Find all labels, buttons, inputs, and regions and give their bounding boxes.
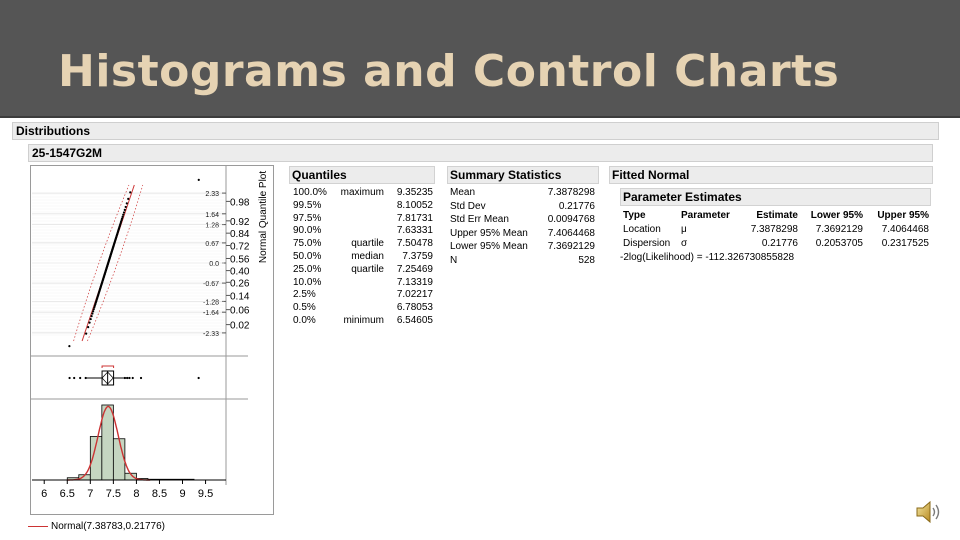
param-cell: 0.2053705	[815, 237, 863, 249]
quantile-point	[85, 333, 87, 335]
param-cell: Location	[623, 224, 661, 235]
param-column-header: Parameter	[681, 210, 730, 221]
quantile-value: 7.63331	[396, 225, 433, 237]
quantile-value: 7.02217	[396, 289, 433, 301]
quantile-label: minimum	[343, 315, 384, 326]
quantile-value: 7.81731	[396, 212, 433, 224]
parameter-estimates-header[interactable]: Parameter Estimates	[620, 188, 931, 206]
summary-stat-label: Upper 95% Mean	[450, 227, 528, 239]
quantile-percent: 25.0%	[293, 263, 322, 275]
quantile-percent: 75.0%	[293, 238, 322, 250]
slide-title-bar	[0, 0, 960, 118]
param-cell: Dispersion	[623, 237, 671, 249]
param-column-header: Type	[623, 210, 646, 221]
box-outlier-point	[132, 377, 134, 379]
box-shortest-half-bracket	[102, 366, 114, 368]
quantile-percent: 50.0%	[293, 251, 322, 262]
x-tick-label: 6	[41, 488, 48, 500]
quantile-percent: 100.0%	[293, 187, 327, 198]
box-outlier-point	[79, 377, 81, 379]
quantile-point	[123, 211, 125, 213]
probability-tick-label: 0.40	[230, 266, 250, 278]
summary-stat-value: 7.3878298	[547, 187, 595, 198]
quantile-point	[198, 179, 200, 181]
fit-legend	[28, 521, 165, 532]
probability-tick-label: 0.06	[230, 305, 250, 317]
loglikelihood-text: -2log(Likelihood) = -112.326730855828	[620, 252, 795, 263]
param-cell: 0.21776	[761, 237, 798, 249]
z-tick-label: -1.28	[203, 299, 219, 307]
box-outlier-point	[68, 377, 70, 379]
probability-tick-label: 0.84	[230, 229, 250, 241]
probability-tick-label: 0.98	[230, 197, 250, 209]
param-cell: 0.2317525	[881, 237, 929, 249]
fitted-normal-header[interactable]: Fitted Normal	[609, 166, 933, 184]
param-column-header: Estimate	[756, 210, 798, 221]
slide-title: Histograms and Control Charts	[58, 46, 840, 97]
probability-tick-label: 0.92	[230, 216, 250, 228]
param-cell: 7.3878298	[750, 224, 798, 235]
probability-tick-label: 0.56	[230, 254, 250, 266]
summary-stat-label: Std Dev	[450, 200, 486, 212]
box-outlier-point	[73, 377, 75, 379]
x-tick-label: 7.5	[105, 488, 122, 500]
quantile-point	[93, 308, 95, 310]
probability-tick-label: 0.26	[230, 278, 250, 290]
param-column-header: Upper 95%	[877, 210, 929, 221]
summary-stat-label: Lower 95% Mean	[450, 241, 528, 252]
box-outlier-point	[128, 377, 130, 379]
box-outlier-point	[124, 377, 126, 379]
quantile-percent: 0.0%	[293, 315, 316, 326]
quantile-value: 7.25469	[396, 263, 433, 275]
z-tick-label: 0.67	[205, 240, 219, 248]
summary-stat-value: 528	[578, 254, 595, 266]
param-cell: σ	[681, 237, 688, 249]
quantile-axis-title: Normal Quantile Plot	[258, 170, 269, 264]
distributions-outline-header[interactable]: Distributions	[12, 122, 939, 140]
summary-stat-label: Std Err Mean	[450, 214, 509, 225]
box-outlier-point	[85, 377, 87, 379]
quantile-label: quartile	[351, 238, 384, 250]
quantile-label: quartile	[351, 263, 384, 275]
box-outlier-point	[140, 377, 142, 379]
z-tick-label: 1.28	[205, 222, 219, 230]
quantile-point	[127, 198, 129, 200]
summary-stat-value: 0.0094768	[547, 214, 595, 225]
quantile-percent: 90.0%	[293, 225, 322, 237]
quantile-value: 6.54605	[396, 315, 433, 326]
quantile-point	[121, 217, 123, 219]
summary-stat-label: Mean	[450, 187, 476, 198]
quantile-value: 7.50478	[396, 238, 433, 250]
quantile-percent: 2.5%	[293, 289, 316, 301]
quantile-point	[122, 214, 124, 216]
speaker-icon[interactable]	[915, 500, 943, 524]
quantile-point	[87, 326, 89, 328]
x-tick-label: 9	[179, 488, 186, 500]
z-tick-label: 2.33	[205, 191, 219, 199]
variable-outline-header[interactable]: 25-1547G2M	[28, 144, 933, 162]
param-column-header: Lower 95%	[810, 210, 863, 221]
quantile-point	[90, 318, 92, 320]
summary-stat-value: 0.21776	[558, 200, 595, 212]
z-tick-label: -0.67	[203, 281, 219, 289]
quantile-label: median	[351, 251, 384, 262]
histogram-bar	[102, 405, 114, 480]
z-tick-label: 0.0	[209, 261, 219, 268]
summary-stat-value: 7.4064468	[547, 227, 595, 239]
probability-tick-label: 0.02	[230, 320, 250, 332]
probability-tick-label: 0.14	[230, 291, 250, 303]
x-tick-label: 8.5	[151, 488, 168, 500]
histogram-bar	[113, 439, 125, 480]
quantiles-header[interactable]: Quantiles	[289, 166, 435, 184]
x-tick-label: 9.5	[197, 488, 214, 500]
quantile-point	[122, 216, 124, 218]
quantile-percent: 0.5%	[293, 302, 316, 314]
x-tick-label: 7	[87, 488, 94, 500]
distribution-plots	[30, 165, 280, 517]
quantile-percent: 10.0%	[293, 276, 322, 288]
quantile-point	[124, 209, 126, 211]
z-tick-label: -1.64	[203, 310, 219, 318]
param-cell: μ	[681, 224, 687, 235]
legend-label: Normal(7.38783,0.21776)	[51, 521, 165, 532]
quantile-label: maximum	[340, 187, 384, 198]
x-tick-label: 6.5	[59, 488, 75, 500]
z-tick-label: 1.64	[205, 211, 219, 219]
summary-stat-label: N	[450, 254, 458, 266]
quantile-point	[68, 345, 70, 347]
param-cell: 7.4064468	[881, 224, 929, 235]
quantile-percent: 99.5%	[293, 199, 322, 211]
z-tick-label: -2.33	[203, 330, 219, 338]
probability-tick-label: 0.72	[230, 241, 250, 253]
param-cell: 7.3692129	[815, 224, 863, 235]
summary-stat-value: 7.3692129	[547, 241, 595, 252]
summary-statistics-header[interactable]: Summary Statistics	[447, 166, 599, 184]
quantile-point	[91, 315, 93, 317]
quantile-point	[129, 191, 131, 193]
quantile-percent: 97.5%	[293, 212, 322, 224]
quantile-value: 9.35235	[396, 187, 433, 198]
quantile-point	[91, 312, 93, 314]
quantile-value: 8.10052	[396, 199, 433, 211]
x-tick-label: 8	[133, 488, 140, 500]
legend-swatch	[28, 526, 48, 527]
quantile-point	[125, 206, 127, 208]
quantile-value: 7.13319	[396, 276, 433, 288]
quantile-value: 7.3759	[402, 251, 433, 262]
quantile-value: 6.78053	[396, 302, 433, 314]
quantile-point	[92, 310, 94, 312]
box-outlier-point	[198, 377, 200, 379]
quantile-point	[88, 322, 90, 324]
box-outlier-point	[126, 377, 128, 379]
quantile-point	[126, 202, 128, 204]
